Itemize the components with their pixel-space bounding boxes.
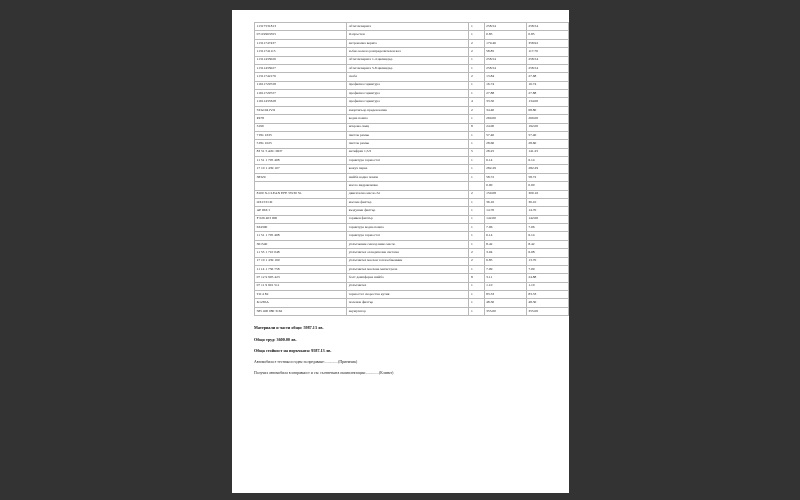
cell-part-code: 7 PK 1635 xyxy=(255,131,347,139)
cell-description: антифриз 1,5Л xyxy=(347,148,469,156)
cell-unit-price: 58.72 xyxy=(484,173,526,181)
cell-line-total: 192.00 xyxy=(526,123,568,131)
table-row xyxy=(255,31,569,39)
cell-description: маслен филтър xyxy=(347,198,469,206)
cell-quantity: 1 xyxy=(469,90,484,98)
table-row xyxy=(255,190,569,198)
cell-description: въздушен филтър xyxy=(347,207,469,215)
cell-part-code: 38329 xyxy=(255,173,347,181)
cell-description: обтегач/верига 1-4 цилиндър xyxy=(347,56,469,64)
cell-part-code: 11 14 1 736 758 xyxy=(255,265,347,273)
cell-unit-price: 355.00 xyxy=(484,307,526,315)
cell-part-code: 17 10 1 439 160 xyxy=(255,257,347,265)
cell-quantity: 1 xyxy=(469,282,484,290)
cell-unit-price: 6.85 xyxy=(484,257,526,265)
table-row xyxy=(255,198,569,206)
cell-description: уплътнение сензор ниво масло xyxy=(347,240,469,248)
cell-description: гарнитура термостат xyxy=(347,157,469,165)
table-row xyxy=(255,215,569,223)
cell-part-code: 11 51 1 705 408 xyxy=(255,232,347,240)
cell-part-code: 11 53 1 710 048 xyxy=(255,249,347,257)
cell-quantity: 1 xyxy=(469,56,484,64)
cell-part-code: 5 PK 1025 xyxy=(255,140,347,148)
cell-description: антровална верига xyxy=(347,39,469,47)
cell-line-total: 0.00 xyxy=(526,182,568,190)
cell-part-code: 634300 xyxy=(255,224,347,232)
cell-description: уплътнител охладителна система xyxy=(347,249,469,257)
cell-line-total: 36.10 xyxy=(526,198,568,206)
cell-quantity: 2 xyxy=(469,39,484,47)
cell-part-code: 11611433328 xyxy=(255,98,347,106)
table-row xyxy=(255,207,569,215)
cell-quantity: 1 xyxy=(469,307,484,315)
table-row xyxy=(255,148,569,156)
cell-line-total: 24.88 xyxy=(526,274,568,282)
cell-description: скоба xyxy=(347,73,469,81)
cell-part-code: P478 xyxy=(255,115,347,123)
cell-unit-price: 58.85 xyxy=(484,48,526,56)
cell-line-total: 58.72 xyxy=(526,173,568,181)
cell-line-total: 6.14 xyxy=(526,232,568,240)
cell-part-code: 301540 xyxy=(255,240,347,248)
cell-quantity: 1 xyxy=(469,115,484,123)
cell-line-total: 269.00 xyxy=(526,115,568,123)
cell-part-code: 11611729727 xyxy=(255,90,347,98)
cell-quantity xyxy=(469,182,484,190)
table-row xyxy=(255,39,569,47)
table-row xyxy=(255,224,569,232)
cell-unit-price: 7.06 xyxy=(484,224,526,232)
cell-line-total: 258.54 xyxy=(526,64,568,72)
table-row xyxy=(255,48,569,56)
cell-unit-price: 83.33 xyxy=(484,291,526,299)
cell-part-code: K1265A xyxy=(255,299,347,307)
table-row xyxy=(255,232,569,240)
cell-quantity: 2 xyxy=(469,257,484,265)
cell-line-total: 7.09 xyxy=(526,265,568,273)
total-line: Обща стойност на поръчката: 9587.13 лв. xyxy=(254,348,332,354)
cell-description: шайба водна помпа xyxy=(347,173,469,181)
cell-unit-price: 14.70 xyxy=(484,207,526,215)
cell-line-total: 258.54 xyxy=(526,23,568,31)
cell-part-code: 8100 X-CLEAN EFE 5W30 5L xyxy=(255,190,347,198)
cell-line-total: 7.06 xyxy=(526,224,568,232)
cell-description: уплътнител маслен топлообменник xyxy=(347,257,469,265)
cell-line-total: 8.42 xyxy=(526,240,568,248)
cell-unit-price: 258.54 xyxy=(484,56,526,64)
table-row xyxy=(255,257,569,265)
cell-quantity: 1 xyxy=(469,240,484,248)
cell-quantity: 1 xyxy=(469,198,484,206)
cell-quantity: 1 xyxy=(469,140,484,148)
cell-description: пистов ремък xyxy=(347,140,469,148)
cell-description: профилна гарнитура xyxy=(347,90,469,98)
cell-description: болт демпферна шайба xyxy=(347,274,469,282)
cell-line-total: 27.88 xyxy=(526,90,568,98)
cell-line-total: 1.10 xyxy=(526,282,568,290)
cell-unit-price: 179.46 xyxy=(484,39,526,47)
cell-part-code: STA1041VO xyxy=(255,106,347,114)
cell-line-total: 68.80 xyxy=(526,106,568,114)
cell-part-code: 11311741115 xyxy=(255,48,347,56)
cell-part-code: OX153/1D xyxy=(255,198,347,206)
cell-unit-price: 16.74 xyxy=(484,81,526,89)
table-row xyxy=(255,249,569,257)
cell-unit-price: 13.84 xyxy=(484,73,526,81)
cell-description: кожух перка xyxy=(347,165,469,173)
table-row xyxy=(255,140,569,148)
cell-description: обтегач/верига 5-8 цилиндър xyxy=(347,64,469,72)
cell-part-code xyxy=(255,182,347,190)
cell-description: профилна гарнитура xyxy=(347,81,469,89)
table-row xyxy=(255,81,569,89)
table-row xyxy=(255,106,569,114)
cell-unit-price: 6.14 xyxy=(484,157,526,165)
cell-unit-price: 0.85 xyxy=(484,31,526,39)
cell-quantity: 1 xyxy=(469,23,484,31)
cell-quantity: 1 xyxy=(469,157,484,165)
cell-unit-price: 28.60 xyxy=(484,140,526,148)
cell-line-total: 142.00 xyxy=(526,215,568,223)
cell-quantity: 1 xyxy=(469,224,484,232)
signature-line: Получих автомобила в изправност и със съответната окомплектация:..............(Клиент) xyxy=(254,371,394,376)
cell-part-code: 11611729728 xyxy=(255,81,347,89)
cell-description: О-пръстен xyxy=(347,31,469,39)
cell-unit-price: 269.00 xyxy=(484,115,526,123)
table-row xyxy=(255,23,569,31)
cell-part-code: 83 51 5 A6C DD7 xyxy=(255,148,347,156)
cell-line-total: 141.25 xyxy=(526,148,568,156)
cell-quantity: 1 xyxy=(469,291,484,299)
table-row xyxy=(255,98,569,106)
cell-quantity: 1 xyxy=(469,173,484,181)
cell-unit-price: 1.10 xyxy=(484,282,526,290)
table-row xyxy=(255,131,569,139)
cell-unit-price: 6.14 xyxy=(484,232,526,240)
table-row xyxy=(255,274,569,282)
table-row xyxy=(255,240,569,248)
table-row xyxy=(255,56,569,64)
cell-description: амортисьор преден капак xyxy=(347,106,469,114)
table-row xyxy=(255,182,569,190)
cell-part-code: 07 11 9 901 511 xyxy=(255,282,347,290)
cell-description: уплътнител маслена магистрала xyxy=(347,265,469,273)
cell-unit-price: 3.04 xyxy=(484,249,526,257)
cell-unit-price: 8.42 xyxy=(484,240,526,248)
cell-unit-price: 34.40 xyxy=(484,106,526,114)
cell-description: поленов филтър xyxy=(347,299,469,307)
cell-description: гарнитура водна помпа xyxy=(347,224,469,232)
cell-description: профилна гарнитура xyxy=(347,98,469,106)
cell-description: горивен филтър xyxy=(347,215,469,223)
cell-line-total: 0.85 xyxy=(526,31,568,39)
cell-quantity: 1 xyxy=(469,81,484,89)
cell-quantity: 2 xyxy=(469,73,484,81)
cell-line-total: 358.92 xyxy=(526,39,568,47)
cell-quantity: 2 xyxy=(469,249,484,257)
cell-part-code: 3199 xyxy=(255,123,347,131)
cell-quantity: 1 xyxy=(469,232,484,240)
table-row xyxy=(255,73,569,81)
cell-quantity: 2 xyxy=(469,106,484,114)
cell-line-total: 28.60 xyxy=(526,140,568,148)
cell-part-code: 17 10 1 439 107 xyxy=(255,165,347,173)
total-line: Материали и части общо: 5987.13 лв. xyxy=(254,325,324,331)
signature-section xyxy=(254,360,547,376)
cell-unit-price: 36.10 xyxy=(484,198,526,206)
cell-part-code: 11311435027 xyxy=(255,64,347,72)
cell-part-code: 11311435026 xyxy=(255,56,347,64)
cell-part-code: 11311747437 xyxy=(255,39,347,47)
cell-unit-price: 27.88 xyxy=(484,90,526,98)
cell-quantity: 1 xyxy=(469,165,484,173)
cell-quantity: 1 xyxy=(469,31,484,39)
cell-part-code: 07119963355 xyxy=(255,31,347,39)
document-page xyxy=(232,10,569,493)
cell-part-code: TO 4 82 xyxy=(255,291,347,299)
cell-part-code: 11 51 1 705 408 xyxy=(255,157,347,165)
cell-line-total: 117.70 xyxy=(526,48,568,56)
cell-line-total: 6.14 xyxy=(526,157,568,165)
cell-line-total: 14.70 xyxy=(526,207,568,215)
cell-description: термостат скоростна кутия xyxy=(347,291,469,299)
cell-line-total: 16.74 xyxy=(526,81,568,89)
cell-line-total: 83.33 xyxy=(526,291,568,299)
cell-part-code: 585 400 080 3162 xyxy=(255,307,347,315)
table-row xyxy=(255,64,569,72)
cell-quantity: 1 xyxy=(469,64,484,72)
cell-part-code: F 026 403 000 xyxy=(255,215,347,223)
cell-description: уплътнител xyxy=(347,282,469,290)
cell-line-total: 300.16 xyxy=(526,190,568,198)
table-row xyxy=(255,90,569,98)
cell-quantity: 5 xyxy=(469,148,484,156)
cell-unit-price: 7.09 xyxy=(484,265,526,273)
cell-unit-price: 0.00 xyxy=(484,182,526,190)
cell-quantity: 1 xyxy=(469,215,484,223)
total-line: Общо труд: 3600.00 лв. xyxy=(254,336,297,342)
cell-unit-price: 142.00 xyxy=(484,215,526,223)
cell-line-total: 48.30 xyxy=(526,299,568,307)
table-row xyxy=(255,307,569,315)
cell-line-total: 27.68 xyxy=(526,73,568,81)
cell-description: водна помпа xyxy=(347,115,469,123)
cell-unit-price: 258.54 xyxy=(484,64,526,72)
signature-line: Автомобила е тестван и годен за предаване:..............(Приемчик) xyxy=(254,359,358,364)
cell-line-total: 258.54 xyxy=(526,56,568,64)
cell-part-code: AP 063/1 xyxy=(255,207,347,215)
table-row xyxy=(255,115,569,123)
cell-quantity: 1 xyxy=(469,131,484,139)
table-row xyxy=(255,265,569,273)
table-row xyxy=(255,165,569,173)
table-row xyxy=(255,173,569,181)
cell-part-code: 07 12 9 905 423 xyxy=(255,274,347,282)
cell-description: обтегач/верига xyxy=(347,23,469,31)
cell-quantity: 2 xyxy=(469,48,484,56)
cell-unit-price: 28.25 xyxy=(484,148,526,156)
cell-unit-price: 33.50 xyxy=(484,98,526,106)
cell-description: искрова свещ xyxy=(347,123,469,131)
cell-description: двигателно масло-5л xyxy=(347,190,469,198)
cell-unit-price: 282.29 xyxy=(484,165,526,173)
cell-quantity: 1 xyxy=(469,265,484,273)
cell-quantity: 4 xyxy=(469,98,484,106)
cell-unit-price: 24.00 xyxy=(484,123,526,131)
cell-line-total: 13.70 xyxy=(526,257,568,265)
cell-line-total: 134.00 xyxy=(526,98,568,106)
cell-part-code: 11317531813 xyxy=(255,23,347,31)
cell-quantity: 8 xyxy=(469,274,484,282)
cell-description: гарнитура термостат xyxy=(347,232,469,240)
table-row xyxy=(255,123,569,131)
table-row xyxy=(255,291,569,299)
cell-quantity: 2 xyxy=(469,190,484,198)
cell-quantity: 1 xyxy=(469,207,484,215)
cell-line-total: 6.08 xyxy=(526,249,568,257)
cell-unit-price: 48.30 xyxy=(484,299,526,307)
cell-unit-price: 258.54 xyxy=(484,23,526,31)
cell-quantity: 1 xyxy=(469,299,484,307)
cell-unit-price: 3.11 xyxy=(484,274,526,282)
cell-unit-price: 57.40 xyxy=(484,131,526,139)
cell-line-total: 57.40 xyxy=(526,131,568,139)
table-row xyxy=(255,157,569,165)
cell-part-code: 11311742176 xyxy=(255,73,347,81)
parts-table xyxy=(254,22,569,316)
cell-description: зъбно колело разпределителен вал xyxy=(347,48,469,56)
table-row xyxy=(255,282,569,290)
totals-section xyxy=(254,325,547,353)
cell-quantity: 8 xyxy=(469,123,484,131)
cell-description: акумулатор xyxy=(347,307,469,315)
table-row xyxy=(255,299,569,307)
cell-description: пистов ремък xyxy=(347,131,469,139)
cell-description: масло хидравлично xyxy=(347,182,469,190)
cell-line-total: 355.00 xyxy=(526,307,568,315)
cell-line-total: 282.29 xyxy=(526,165,568,173)
parts-table-body xyxy=(255,23,569,316)
cell-unit-price: 150.08 xyxy=(484,190,526,198)
